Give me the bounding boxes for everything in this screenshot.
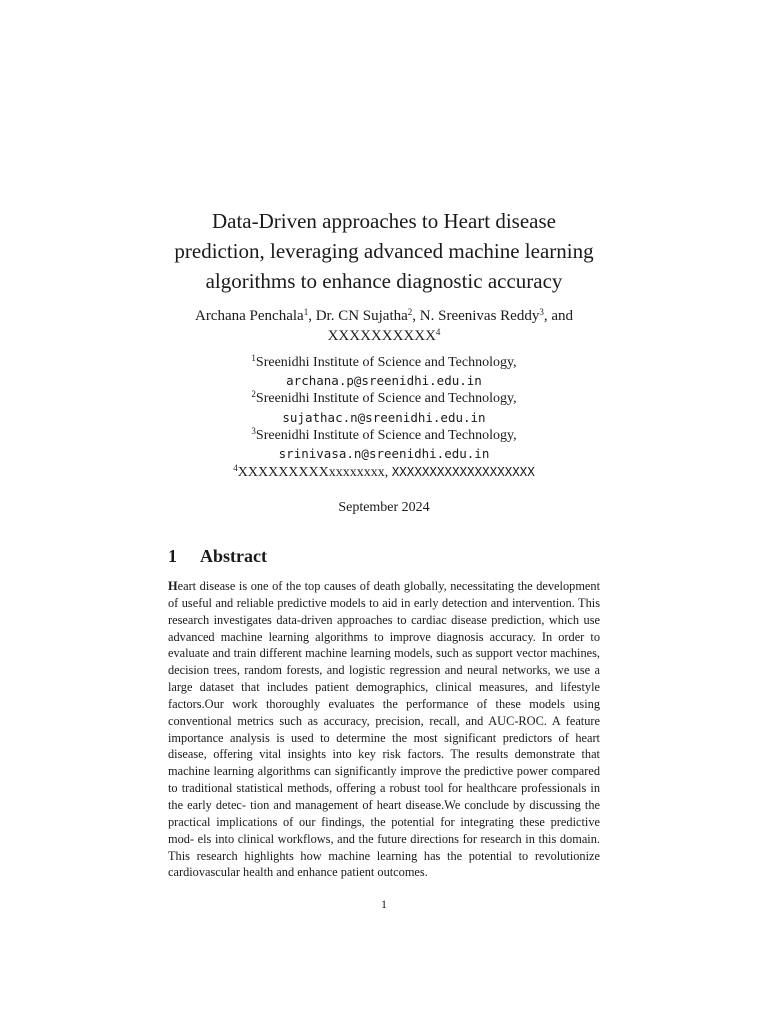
page-number: 1 [381, 897, 387, 911]
affiliation-institution [120, 463, 648, 482]
author-separator: , and [543, 308, 574, 324]
institution-name: Sreenidhi Institute of Science and Technology, [255, 391, 517, 407]
title-line-1: Data-Driven approaches to Heart disease [211, 209, 556, 233]
paper-title [120, 206, 648, 296]
title-line-2: prediction, leveraging advanced machine learning [174, 239, 594, 263]
author-name: XXXXXXXXXX [327, 328, 436, 344]
affiliation-institution [120, 354, 648, 372]
affiliation-email: srinivasa.n@sreenidhi.edu.in [278, 446, 490, 462]
institution-name: Sreenidhi Institute of Science and Technology, [255, 355, 517, 370]
author-separator: , [412, 308, 420, 324]
author-mark: 2 [407, 307, 413, 317]
publication-date: September 2024 [338, 500, 430, 515]
affiliation-email: sujathac.n@sreenidhi.edu.in [282, 409, 486, 425]
affiliation-mark: 3 [251, 425, 256, 436]
title-line-3: algorithms to enhance diagnostic accuracy [205, 269, 563, 293]
abstract-paragraph [168, 578, 600, 881]
affiliation-institution [120, 427, 648, 445]
affiliation-mark: 4 [233, 463, 238, 474]
author-list [120, 306, 648, 346]
affiliation-mark: 1 [251, 353, 256, 363]
author-separator: , [308, 308, 316, 324]
affiliation-email: archana.p@sreenidhi.edu.in [286, 373, 482, 389]
institution-name: Sreenidhi Institute of Science and Technology, [255, 427, 517, 443]
affiliation-email: XXXXXXXXXXXXXXXXXXX [391, 464, 535, 480]
section-number: 1 [168, 546, 177, 566]
author-name: Archana Penchala [194, 308, 304, 324]
section-heading-abstract [168, 546, 267, 567]
author-name: Dr. CN Sujatha [315, 308, 408, 324]
affiliation-mark: 2 [251, 389, 256, 400]
author-mark: 4 [435, 327, 441, 337]
author-name: N. Sreenivas Reddy [419, 308, 540, 324]
affiliation-institution [120, 390, 648, 408]
author-mark: 3 [539, 307, 544, 317]
author-mark: 1 [303, 307, 309, 317]
abstract-text: eart disease is one of the top causes of death globally, necessitating the development of useful and reliable predictive models to aid in early detection and intervention. This research investigates data-driven approaches to cardiac disease prediction, which use advanced machine learning algorithms to improve diagnosis accuracy. In order to evaluate and train different machine learning models, such as support vector machines, decision trees, random forests, and logistic regression and neural networks, we use a large dataset that includes patient demographics, clinical measures, and lifestyle factors.Our work thoroughly evaluates the performance of these models using conventional metrics such as accuracy, precision, recall, and AUC-ROC. A feature importance analysis is used to determine the most significant predictors of heart disease, offering vital insights into key risk factors. The results demonstrate that machine learning algorithms can significantly improve the predictive power compared to traditional statistical methods, offering a robust tool for healthcare professionals in the early detec- tion and management of heart disease.We conclude by discussing the practical implications of our findings, the potential for integrating these predictive mod- els into clinical workflows, and the future directions for research in this domain. This research highlights how machine learning has the potential to revolutionize cardiovascular health and enhance patient outcomes. [168, 579, 600, 880]
section-title: Abstract [200, 546, 267, 566]
abstract-initial-letter: H [168, 579, 178, 593]
institution-name: XXXXXXXXXxxxxxxxx, [237, 465, 389, 481]
affiliation-list [120, 354, 648, 482]
